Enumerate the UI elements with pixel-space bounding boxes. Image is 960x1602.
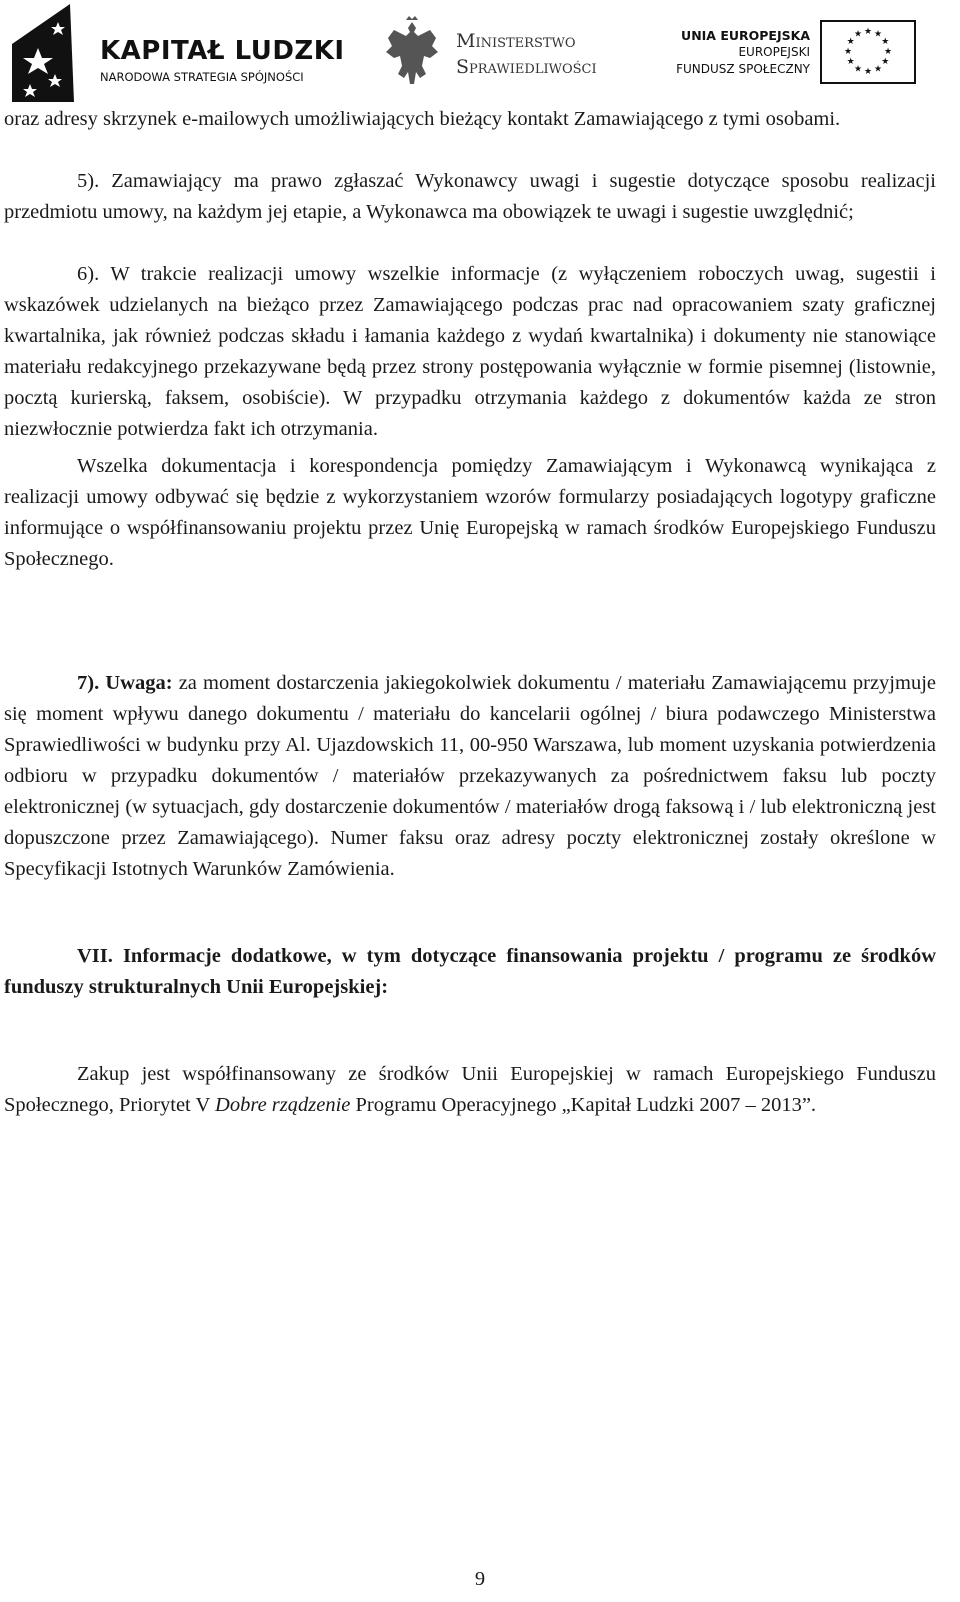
svg-text:★: ★ (853, 29, 863, 40)
kapital-ludzki-emblem-icon (8, 4, 80, 104)
svg-text:★: ★ (863, 67, 873, 77)
svg-text:★: ★ (863, 27, 873, 37)
svg-text:★: ★ (846, 37, 855, 47)
ministerstwo-logo (380, 16, 640, 92)
paragraph-6: 6). W trakcie realizacji umowy wszelkie informacje (z wyłączeniem roboczych uwag, sugestii i wskazówek udzielanych na bieżąco przez Zamawiającego podczas prac nad opracowaniem szaty graficznej kwartalnika, jak również podczas składu i łamania każdego z wydań kwartalnika) i dokumenty nie stanowiące materiału redakcyjnego przekazywane będą przez strony postępowania wyłącznie w formie pisemnej (listownie, pocztą kurierską, faksem, osobiście). W przypadku otrzymania każdego z dokumentów każda ze stron niezwłocznie potwierdza fakt ich otrzymania. (4, 263, 936, 440)
paragraph-zakup-part1: Zakup jest współfinansowany ze środków Unii Europejskiej w ramach Europejskiego Funduszu Społecznego, Priorytet V (4, 1063, 936, 1116)
paragraph-5: 5). Zamawiający ma prawo zgłaszać Wykonawcy uwagi i sugestie dotyczące sposobu realizacji przedmiotu umowy, na każdym jej etapie, a Wykonawca ma obowiązek te uwagi i sugestie uwzględnić; (4, 170, 936, 223)
unia-europejska-line2: EUROPEJSKI (738, 45, 810, 59)
kapital-ludzki-title: KAPITAŁ LUDZKI (100, 36, 345, 66)
paragraph-zakup-part2: Programu Operacyjnego „Kapitał Ludzki 2007 – 2013”. (350, 1094, 817, 1116)
kapital-ludzki-subtitle: NARODOWA STRATEGIA SPÓJNOŚCI (100, 70, 304, 84)
svg-text:★: ★ (883, 47, 893, 57)
paragraph-dokumentacja: Wszelka dokumentacja i korespondencja pomiędzy Zamawiającym i Wykonawcą wynikająca z realizacji umowy odbywać się będzie z wykorzystaniem wzorów formularzy posiadających logotypy graficzne informujące o współfinansowaniu projektu przez Unię Europejską w ramach środków Europejskiego Funduszu Społecznego. (4, 455, 936, 570)
svg-text:★: ★ (873, 64, 883, 75)
section-vii-heading: VII. Informacje dodatkowe, w tym dotyczące finansowania projektu / programu ze środków funduszy strukturalnych Unii Europejskiej: (4, 945, 936, 998)
paragraph-7-text: za moment dostarczenia jakiegokolwiek dokumentu / materiału Zamawiającemu przyjmuje się moment wpływu danego dokumentu / materiału do kancelarii ogólnej / biura podawczego Ministerstwa Sprawiedliwości w budynku przy Al. Ujazdowskich 11, 00-950 Warszawa, lub moment uzyskania potwierdzenia odbioru w przypadku dokumentów / materiałów przekazywanych za pośrednictwem faksu lub poczty elektronicznej (w sytuacjach, gdy dostarczenie dokumentów / materiałów drogą faksową i / lub elektroniczną jest dopuszczone przez Zamawiającego). Numer faksu oraz adresy poczty elektronicznej zostały określone w Specyfikacji Istotnych Warunków Zamówienia. (4, 672, 936, 880)
svg-text:★: ★ (873, 29, 883, 40)
continuation-paragraph: oraz adresy skrzynek e-mailowych umożliwiających bieżący kontakt Zamawiającego z tymi osobami. (4, 108, 841, 130)
paragraph-7-label: Uwaga: (105, 672, 173, 694)
unia-europejska-title: UNIA EUROPEJSKA (681, 28, 810, 43)
svg-text:★: ★ (853, 64, 863, 75)
ministerstwo-line2: Sprawiedliwości (456, 56, 597, 78)
unia-europejska-line3: FUNDUSZ SPOŁECZNY (676, 62, 810, 76)
document-body (4, 104, 936, 1121)
eagle-emblem-icon (380, 16, 444, 92)
svg-text:★: ★ (843, 47, 853, 57)
page-number: 9 (474, 1568, 486, 1590)
paragraph-7-number: 7). (77, 672, 100, 694)
ministerstwo-line1: Ministerstwo (456, 30, 576, 52)
svg-text:★: ★ (881, 57, 890, 67)
eu-flag-icon (820, 20, 916, 84)
page-header (0, 0, 960, 108)
kapital-ludzki-logo (8, 4, 345, 104)
unia-europejska-logo (678, 18, 922, 88)
svg-text:★: ★ (846, 57, 855, 67)
svg-text:★: ★ (881, 37, 890, 47)
paragraph-zakup (4, 1059, 936, 1121)
paragraph-7 (4, 668, 936, 885)
paragraph-zakup-italic: Dobre rządzenie (215, 1094, 351, 1116)
